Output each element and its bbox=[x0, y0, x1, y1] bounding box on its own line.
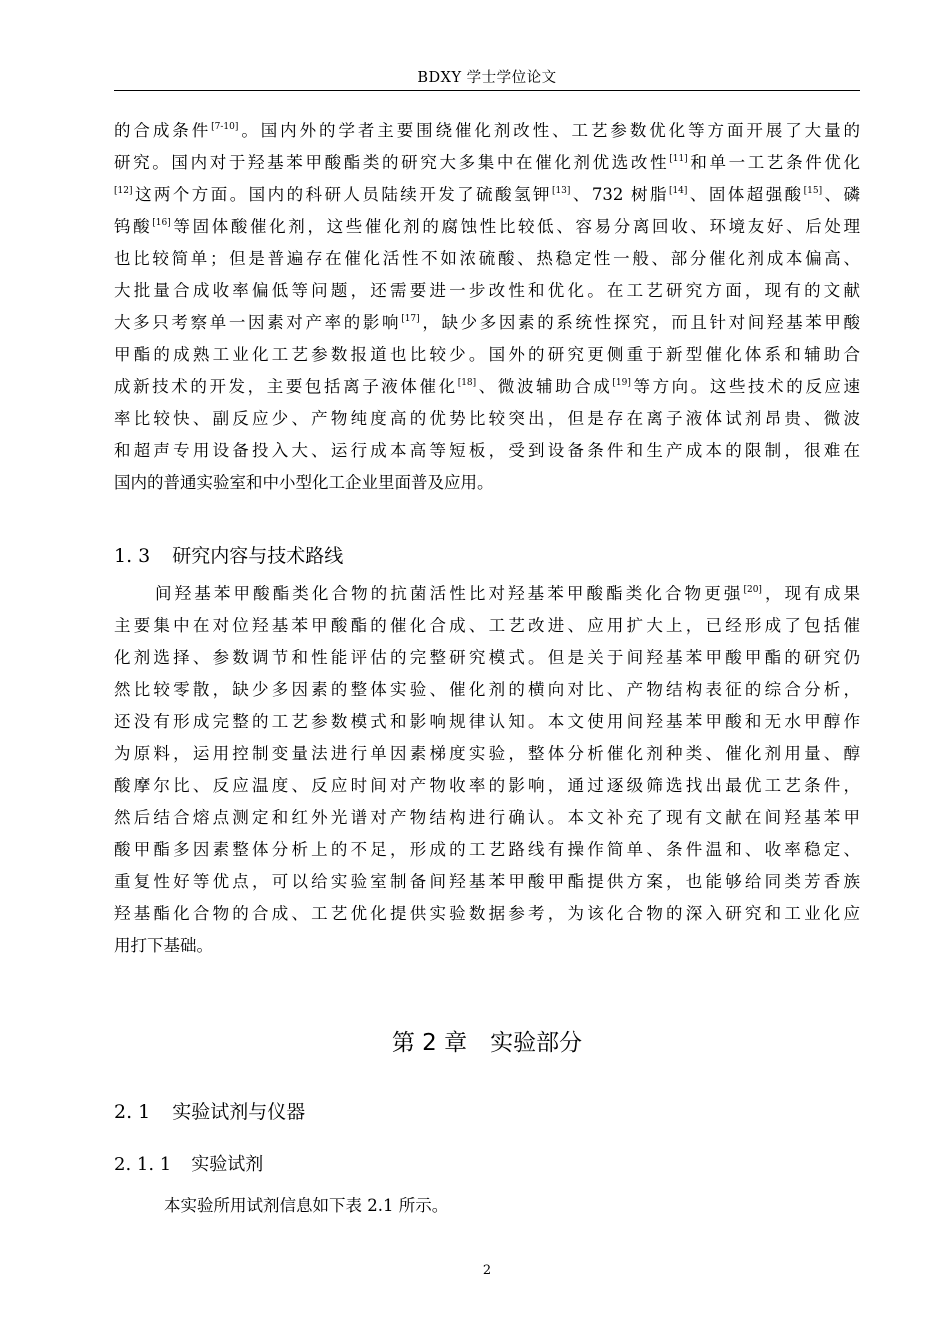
subsection-heading-2-1-1 bbox=[114, 1150, 263, 1176]
citation: [14] bbox=[668, 186, 688, 196]
text-line: 研究。国内对于羟基苯甲酸酯类的研究大多集中在催化剂优选改性[11]和单一工艺条件优化 bbox=[114, 153, 861, 172]
text-line: 钨酸[16]等固体酸催化剂，这些催化剂的腐蚀性比较低、容易分离回收、环境友好、后处理 bbox=[114, 217, 861, 236]
text-line: 成新技术的开发，主要包括离子液体催化[18]、微波辅助合成[19]等方向。这些技术的反应速 bbox=[114, 377, 861, 396]
citation: [11] bbox=[669, 154, 688, 164]
section-heading-1-3 bbox=[114, 541, 343, 568]
running-header: BDXY 学士学位论文 bbox=[417, 70, 557, 86]
text-line: 也比较简单；但是普遍存在催化活性不如浓硫酸、热稳定性一般、部分催化剂成本偏高、 bbox=[114, 249, 860, 268]
page-number: 2 bbox=[482, 1263, 492, 1278]
section-title: 实验试剂与仪器 bbox=[172, 1101, 306, 1123]
text-line: 和超声专用设备投入大、运行成本高等短板，受到设备条件和生产成本的限制，很难在 bbox=[114, 441, 860, 460]
text-line: 酸摩尔比、反应温度、反应时间对产物收率的影响，通过逐级筛选找出最优工艺条件， bbox=[114, 776, 860, 795]
citation: [18] bbox=[457, 378, 477, 388]
text-line: 然比较零散，缺少多因素的整体实验、催化剂的横向对比、产物结构表征的综合分析， bbox=[114, 680, 860, 699]
text-line: 甲酯的成熟工业化工艺参数报道也比较少。国外的研究更侧重于新型催化体系和辅助合 bbox=[114, 345, 860, 364]
text-line: 用打下基础。 bbox=[114, 936, 213, 955]
text-line: 率比较快、副反应少、产物纯度高的优势比较突出，但是存在离子液体试剂昂贵、微波 bbox=[114, 409, 860, 428]
text-line: 主要集中在对位羟基苯甲酸酯的催化合成、工艺改进、应用扩大上，已经形成了包括催 bbox=[114, 616, 860, 635]
text-line: 化剂选择、参数调节和性能评估的完整研究模式。但是关于间羟基苯甲酸甲酯的研究仍 bbox=[114, 648, 860, 667]
chapter-heading: 第 2 章 实验部分 bbox=[391, 1030, 583, 1056]
text-line: 羟基酯化合物的合成、工艺优化提供实验数据参考，为该化合物的深入研究和工业化应 bbox=[114, 904, 860, 923]
citation: [7-10] bbox=[211, 122, 239, 132]
header-rule bbox=[114, 90, 860, 91]
text-line: 酸甲酯多因素整体分析上的不足，形成的工艺路线有操作简单、条件温和、收率稳定、 bbox=[114, 840, 860, 859]
text-line: 重复性好等优点，可以给实验室制备间羟基苯甲酸甲酯提供方案，也能够给同类芳香族 bbox=[114, 872, 860, 891]
intro-text: 本实验所用试剂信息如下表 2.1 所示。 bbox=[164, 1196, 449, 1215]
section-heading-2-1 bbox=[114, 1097, 305, 1124]
citation: [16] bbox=[152, 218, 171, 228]
citation: [20] bbox=[743, 585, 762, 595]
text-line: 还没有形成完整的工艺参数模式和影响规律认知。本文使用间羟基苯甲酸和无水甲醇作 bbox=[114, 712, 860, 731]
section-number: 1. 3 bbox=[114, 545, 151, 567]
paragraph-background bbox=[114, 115, 860, 499]
text-line: 国内的普通实验室和中小型化工企业里面普及应用。 bbox=[114, 473, 494, 492]
citation: [15] bbox=[803, 186, 823, 196]
text-line: [12]这两个方面。国内的科研人员陆续开发了硫酸氢钾[13]、732 树脂[14]、固体超强酸[15]、磷 bbox=[114, 185, 861, 204]
citation: [12] bbox=[114, 186, 133, 196]
text-line: 然后结合熔点测定和红外光谱对产物结构进行确认。本文补充了现有文献在间羟基苯甲 bbox=[114, 808, 860, 827]
text-line: 的合成条件[7-10]。国内外的学者主要围绕催化剂改性、工艺参数优化等方面开展了大量的 bbox=[114, 121, 861, 140]
citation: [13] bbox=[551, 186, 571, 196]
subsection-title: 实验试剂 bbox=[191, 1154, 264, 1175]
subsection-number: 2. 1. 1 bbox=[114, 1154, 172, 1175]
paragraph-research-content bbox=[114, 578, 860, 962]
section-title: 研究内容与技术路线 bbox=[172, 545, 344, 567]
text-line: 间羟基苯甲酸酯类化合物的抗菌活性比对羟基苯甲酸酯类化合物更强[20]，现有成果 bbox=[155, 584, 861, 603]
citation: [19] bbox=[612, 378, 631, 388]
text-line: 大批量合成收率偏低等问题，还需要进一步改性和优化。在工艺研究方面，现有的文献 bbox=[114, 281, 860, 300]
text-line: 大多只考察单一因素对产率的影响[17]，缺少多因素的系统性探究，而且针对间羟基苯甲酸 bbox=[114, 313, 861, 332]
text-line: 为原料，运用控制变量法进行单因素梯度实验，整体分析催化剂种类、催化剂用量、醇 bbox=[114, 744, 860, 763]
section-number: 2. 1 bbox=[114, 1101, 151, 1123]
citation: [17] bbox=[401, 314, 420, 324]
